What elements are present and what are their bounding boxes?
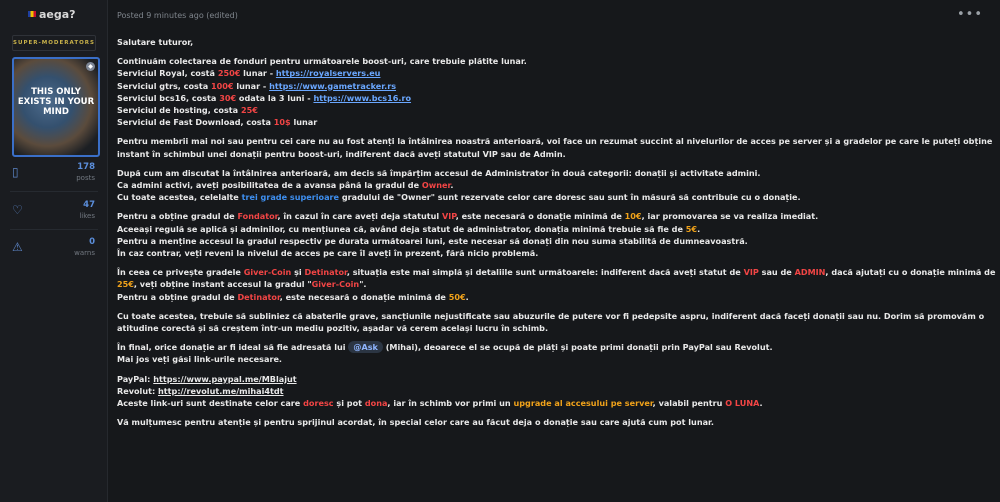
service-gtrs: Serviciul gtrs, costa: [117, 80, 211, 91]
ellipsis-icon[interactable]: •••: [956, 7, 983, 22]
text: , în cazul în care aveți deja statutul: [277, 211, 442, 222]
text: .: [465, 291, 469, 302]
revolut-link[interactable]: http://revolut.me/mihai4tdt: [158, 385, 284, 396]
amount: 25€: [117, 279, 134, 290]
avatar-badge-icon: ◆: [86, 62, 95, 71]
paypal-link[interactable]: https://www.paypal.me/MBlajut: [153, 373, 297, 384]
text: .: [450, 180, 454, 191]
text: .: [759, 398, 763, 409]
rules-paragraph: Cu toate acestea, trebuie să subliniez că abaterile grave, sancțiunile nejustificate sau abuzurile de putere vor fi pedepsite aspru, indiferent dacă faceți donații sau nu. Dorim să promovăm o atitudine corectă și să creștem într-un mediu pozitiv, așadar vă cerem același lucru în schimb.: [117, 310, 985, 334]
price: 10$: [273, 117, 291, 128]
heart-icon: ♡: [12, 203, 23, 217]
comment-icon: ▯: [12, 165, 19, 179]
price: 30€: [219, 92, 237, 103]
text: lunar: [290, 117, 318, 128]
stat-warns-label: warns: [74, 249, 95, 257]
post-body: [117, 36, 997, 435]
highlight: dona: [364, 398, 388, 409]
text: ".: [359, 279, 367, 290]
text: , iar promovarea se va realiza imediat.: [641, 211, 819, 222]
text: Cu toate acestea, celelalte: [117, 192, 242, 203]
stat-warns: [9, 237, 97, 265]
divider: [10, 229, 98, 230]
user-mention[interactable]: @Ask: [348, 341, 383, 353]
donation-paragraph: [117, 341, 997, 365]
text: , veți obține instant accesul la gradul ": [133, 279, 312, 290]
stat-posts-label: posts: [76, 174, 95, 182]
text: Pentru a obține gradul de: [117, 211, 238, 222]
text: , situația este mai simplă și detaliile sunt următoarele: indiferent dacă aveți statut de: [346, 267, 744, 278]
post-meta[interactable]: Posted 9 minutes ago (edited): [117, 11, 238, 20]
author-name-text[interactable]: aega?: [39, 8, 76, 21]
service-hosting: Serviciul de hosting, costa: [117, 105, 241, 116]
rank-admin: ADMIN: [794, 267, 826, 278]
text: și pot: [333, 398, 365, 409]
text: Pentru a obține gradul de: [117, 291, 238, 302]
price: 250€: [217, 68, 241, 79]
flag-icon: [28, 11, 36, 17]
divider: [10, 191, 98, 192]
text: gradului de "Owner" sunt rezervate celor care doresc sau sunt în măsură să contribuie cu o donație.: [339, 192, 801, 203]
text: , este necesară o donație minimă de: [455, 211, 625, 222]
admin-paragraph: [117, 167, 997, 204]
text: , valabil pentru: [652, 398, 726, 409]
text: Aceste link-uri sunt destinate celor care: [117, 398, 304, 409]
text: , este necesară o donație minimă de: [279, 291, 449, 302]
giver-coin-paragraph: [117, 266, 997, 303]
paypal-label: PayPal:: [117, 373, 154, 384]
text: , iar în schimb vor primi un: [387, 398, 514, 409]
text: După cum am discutat la întâlnirea anterioară, am decis să împărțim accesul de Administrator în două categorii: donații și activitate admini.: [117, 167, 761, 178]
greeting: Salutare tuturor,: [117, 37, 194, 47]
warning-icon: ⚠: [12, 240, 23, 254]
avatar-text: THIS ONLY EXISTS IN YOUR MIND: [17, 87, 95, 117]
amount: 50€: [448, 291, 466, 302]
text: Pentru a menține accesul la gradul respectiv pe durata următoarei luni, este necesar să donați din nou suma stabilită de dumneavoastră.: [117, 235, 748, 246]
thanks-paragraph: Vă mulțumesc pentru atenție și pentru sprijinul acordat, în special celor care au făcut deja o donație sau care ajută cum pot lunar.: [117, 417, 714, 428]
stat-warns-value: 0: [89, 237, 95, 247]
stat-posts: [9, 162, 97, 190]
text: În final, orice donație ar fi ideal să fie adresată lui: [117, 342, 349, 353]
highlight: trei grade superioare: [241, 192, 340, 203]
text: (Mihai), deoarece el se ocupă de plăți și poate primi donații prin PayPal sau Revolut.: [382, 342, 773, 353]
post-content-area: [108, 0, 1000, 502]
highlight: O LUNA: [725, 398, 760, 409]
text: În ceea ce privește gradele: [117, 267, 244, 278]
stat-posts-value: 178: [77, 162, 95, 172]
text: Mai jos veți găsi link-urile necesare.: [117, 354, 283, 365]
links-paragraph: [117, 373, 997, 410]
rank-detinator: Detinator: [304, 267, 347, 278]
rank-giver-coin: Giver-Coin: [311, 279, 360, 290]
service-fastdl: Serviciul de Fast Download, costa: [117, 117, 274, 128]
gametracker-link[interactable]: https://www.gametracker.rs: [269, 80, 397, 91]
rank-vip: VIP: [442, 211, 456, 222]
stat-likes-label: likes: [79, 212, 95, 220]
text: sau de: [758, 267, 795, 278]
price: 100€: [210, 80, 234, 91]
services-intro: Continuăm colectarea de fonduri pentru următoarele boost-uri, care trebuie plătite lunar.: [117, 56, 527, 67]
text: lunar -: [240, 68, 276, 79]
highlight: upgrade al accesului pe server: [513, 398, 653, 409]
highlight: doresc: [303, 398, 334, 409]
text: lunar -: [233, 80, 270, 91]
text: și: [291, 267, 305, 278]
text: Aceeași regulă se aplică și adminilor, cu mențiunea că, având deja statut de administrator, donația minimă trebuie să fie de: [117, 223, 686, 234]
service-royal: Serviciul Royal, costă: [117, 68, 218, 79]
text: , dacă ajutați cu o donație minimă de: [825, 267, 996, 278]
fondator-paragraph: [117, 210, 997, 259]
author-name[interactable]: [28, 8, 76, 21]
stat-likes-value: 47: [83, 200, 95, 210]
rank-giver-coin: Giver-Coin: [243, 267, 292, 278]
rank-owner: Owner: [421, 180, 451, 191]
summary-paragraph: Pentru membrii mai noi sau pentru cei care nu au fost atenți la întâlnirea noastră anterioară, voi face un rezumat succint al nivelurilor de acces pe server și a gradelor pe care le puteți obține instant în schimbul unei donații pentru boost-uri, indiferent dacă aveți statutul VIP sau de Admin.: [117, 136, 993, 159]
amount: 5€: [685, 223, 698, 234]
rank-detinator: Detinator: [237, 291, 280, 302]
amount: 10€: [624, 211, 642, 222]
text: .: [697, 223, 701, 234]
stat-likes: [9, 200, 97, 228]
rank-fondator: Fondator: [237, 211, 278, 222]
text: Ca admini activi, aveți posibilitatea de a avansa până la gradul de: [117, 180, 422, 191]
rank-vip: VIP: [743, 267, 759, 278]
service-bcs16: Serviciul bcs16, costa: [117, 92, 220, 103]
text: În caz contrar, veți reveni la nivelul de acces pe care îl aveți în prezent, fără nicio problemă.: [117, 248, 539, 259]
avatar[interactable]: [12, 57, 100, 157]
price: 25€: [240, 105, 258, 116]
revolut-label: Revolut:: [117, 385, 159, 396]
author-role-badge: SUPER-MODERATORS: [12, 35, 96, 51]
text: odata la 3 luni -: [236, 92, 314, 103]
bcs16-link[interactable]: https://www.bcs16.ro: [313, 92, 412, 103]
author-panel: [0, 0, 108, 502]
royal-link[interactable]: https://royalservers.eu: [275, 68, 381, 79]
services-paragraph: [117, 55, 997, 128]
